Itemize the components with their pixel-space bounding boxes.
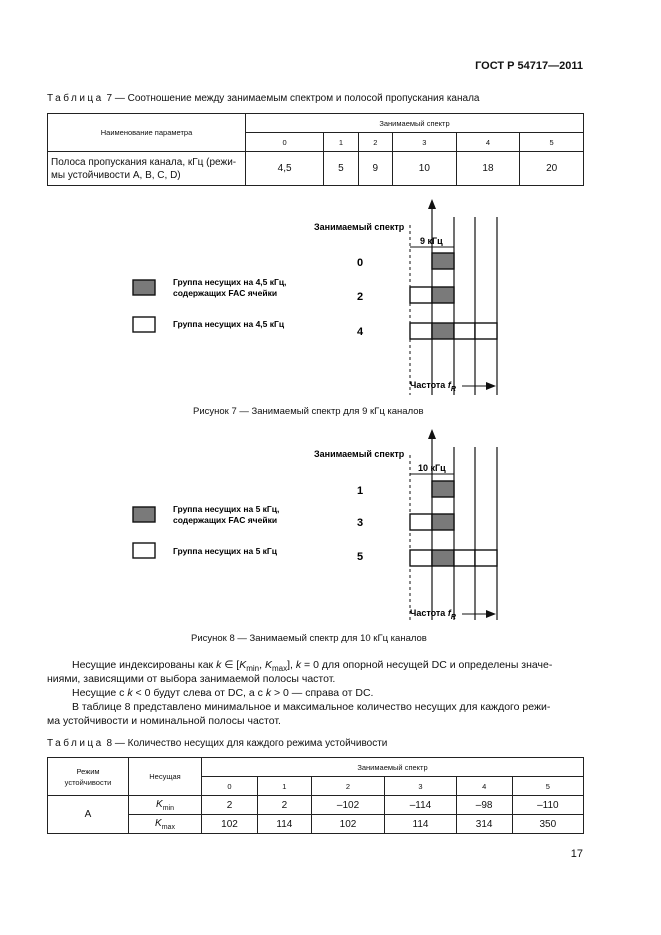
- figure-7: [0, 195, 661, 400]
- fig7-legend-fac-swatch: [133, 280, 155, 295]
- table8-cell: –98: [456, 796, 512, 815]
- fig7-axis-arrow-icon: [428, 199, 436, 209]
- table8-cell: 114: [258, 815, 312, 834]
- fig8-carrier-block: [410, 514, 432, 530]
- fig7-freq-arrow-icon: [486, 382, 496, 390]
- table8-cell: 350: [512, 815, 583, 834]
- table8-carrier-kmin: $K_{min}$: [129, 796, 202, 815]
- table8-spectrum-1: 1: [258, 777, 312, 796]
- paragraph-1-line2: ниями, зависящими от выбора занимаемой полосы частот.: [47, 673, 336, 685]
- table8-mode-cell: A: [48, 796, 129, 834]
- table7-cell: 5: [324, 152, 358, 186]
- table7-spectrum-3: 3: [393, 133, 457, 152]
- table-7: [47, 113, 584, 186]
- table8-spectrum-5: 5: [512, 777, 583, 796]
- fig7-carrier-block: [475, 323, 497, 339]
- table7-spectrum-5: 5: [520, 133, 584, 152]
- paragraph-2: Несущие с k < 0 будут слева от DC, а с k > 0 — справа от DC.: [72, 687, 374, 699]
- table-8: [47, 757, 584, 834]
- table7-row-label: Полоса пропускания канала, кГц (режи-мы устойчивости A, B, C, D): [48, 152, 246, 186]
- fig7-level-4: 4: [357, 326, 364, 338]
- table8-carrier-kmax: $K_{max}$: [129, 815, 202, 834]
- fig7-freq-label: Частота $f_R$: [410, 380, 456, 393]
- table8-spectrum-0: 0: [202, 777, 258, 796]
- table8-cell: 102: [202, 815, 258, 834]
- table7-cell: 18: [456, 152, 520, 186]
- paragraph-3-line2: ма устойчивости и номинальной полосы частот.: [47, 715, 281, 727]
- fig8-axis-arrow-icon: [428, 429, 436, 439]
- fig8-carrier-block: [454, 550, 475, 566]
- fig7-legend-plain-label: Группа несущих на 4,5 кГц: [173, 319, 285, 329]
- fig7-fac-block: [432, 253, 454, 269]
- table7-cell: 10: [393, 152, 457, 186]
- figure7-caption: Рисунок 7 — Занимаемый спектр для 9 кГц каналов: [193, 406, 424, 417]
- fig8-carrier-block: [475, 550, 497, 566]
- fig8-freq-arrow-icon: [486, 610, 496, 618]
- table7-caption: Таблица 7 — Соотношение между занимаемым спектром и полосой пропускания канала: [47, 93, 480, 104]
- table7-header-spectrum: Занимаемый спектр: [246, 114, 584, 133]
- fig7-carrier-block: [454, 323, 475, 339]
- table8-caption: Таблица 8 — Количество несущих для каждого режима устойчивости: [47, 738, 388, 749]
- fig8-spectrum-label: Занимаемый спектр: [314, 449, 405, 459]
- fig8-level-5: 5: [357, 551, 364, 563]
- fig8-level-3: 3: [357, 517, 364, 529]
- fig8-fac-block: [432, 514, 454, 530]
- table8-cell: –114: [385, 796, 456, 815]
- table8-header-mode: Режим устойчивости: [48, 758, 129, 796]
- table8-header-carrier: Несущая: [129, 758, 202, 796]
- fig7-fac-block: [432, 287, 454, 303]
- document-header: ГОСТ Р 54717—2011: [475, 60, 583, 72]
- fig7-legend-plain-swatch: [133, 317, 155, 332]
- fig8-legend-fac-label-line1: Группа несущих на 5 кГц,: [173, 504, 280, 514]
- table8-cell: 314: [456, 815, 512, 834]
- fig7-carrier-block: [410, 287, 432, 303]
- table8-cell: 114: [385, 815, 456, 834]
- fig7-spectrum-label: Занимаемый спектр: [314, 222, 405, 232]
- fig8-legend-plain-label: Группа несущих на 5 кГц: [173, 546, 277, 556]
- table7-cell: 9: [358, 152, 392, 186]
- fig7-level-2: 2: [357, 291, 364, 303]
- table7-spectrum-2: 2: [358, 133, 392, 152]
- table8-spectrum-3: 3: [385, 777, 456, 796]
- table7-spectrum-0: 0: [246, 133, 324, 152]
- table8-cell: –110: [512, 796, 583, 815]
- fig8-freq-label: Частота $f_R$: [410, 608, 456, 621]
- fig7-carrier-block: [410, 323, 432, 339]
- fig8-width-label: 10 кГц: [418, 463, 446, 473]
- table8-cell: 2: [202, 796, 258, 815]
- table8-header-spectrum: Занимаемый спектр: [202, 758, 584, 777]
- table8-spectrum-2: 2: [311, 777, 385, 796]
- table7-header-param: Наименование параметра: [48, 114, 246, 152]
- fig7-width-label: 9 кГц: [420, 236, 443, 246]
- table7-spectrum-4: 4: [456, 133, 520, 152]
- figure8-caption: Рисунок 8 — Занимаемый спектр для 10 кГц каналов: [191, 633, 427, 644]
- table7-cell: 4,5: [246, 152, 324, 186]
- table8-cell: –102: [311, 796, 385, 815]
- fig8-carrier-block: [410, 550, 432, 566]
- table7-spectrum-1: 1: [324, 133, 358, 152]
- table8-cell: 102: [311, 815, 385, 834]
- fig8-legend-plain-swatch: [133, 543, 155, 558]
- fig8-legend-fac-swatch: [133, 507, 155, 522]
- fig7-legend-fac-label-line1: Группа несущих на 4,5 кГц,: [173, 277, 287, 287]
- table7-cell: 20: [520, 152, 584, 186]
- paragraph-1-line1: Несущие индексированы как k ∈ [$K_{min}$, $K_{max}$], k = 0 для опорной несущей DC и определены значе-: [72, 659, 553, 674]
- fig7-fac-block: [432, 323, 454, 339]
- fig8-legend-fac-label-line2: содержащих FAC ячейки: [173, 515, 278, 525]
- fig8-fac-block: [432, 481, 454, 497]
- table8-cell: 2: [258, 796, 312, 815]
- table8-spectrum-4: 4: [456, 777, 512, 796]
- page-number: 17: [570, 848, 583, 860]
- figure-8: [0, 425, 661, 625]
- fig7-level-0: 0: [357, 257, 364, 269]
- fig8-level-1: 1: [357, 485, 364, 497]
- fig7-legend-fac-label-line2: содержащих FAC ячейки: [173, 288, 278, 298]
- paragraph-3-line1: В таблице 8 представлено минимальное и максимальное количество несущих для каждого режи-: [72, 701, 551, 713]
- fig8-fac-block: [432, 550, 454, 566]
